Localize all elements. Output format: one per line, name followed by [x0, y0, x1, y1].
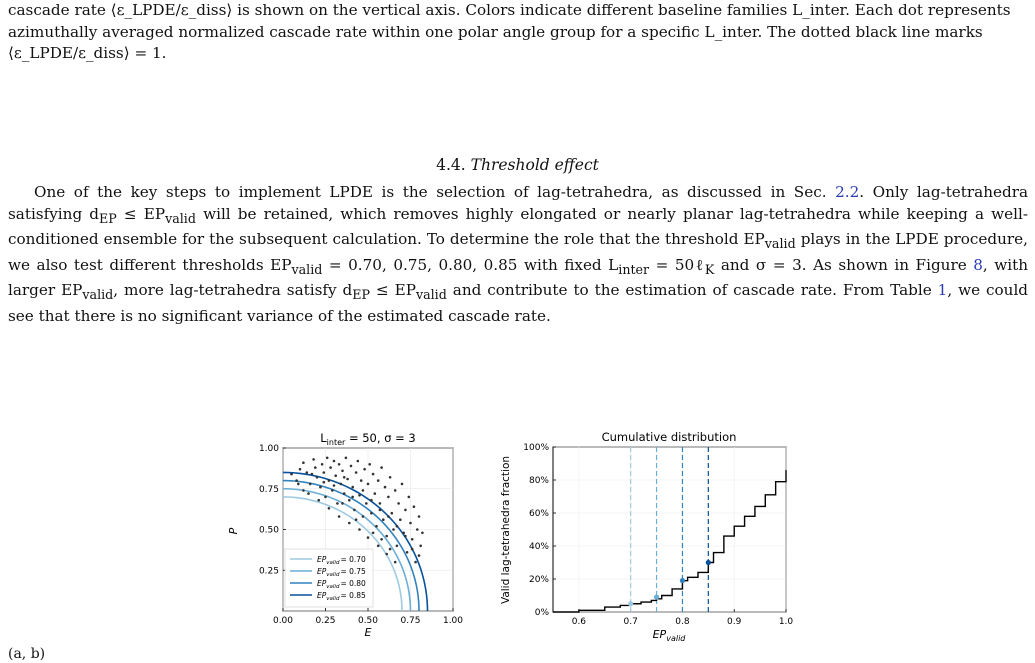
data-point [377, 545, 380, 548]
threshold-dot [654, 595, 659, 600]
sub-valid: valid [165, 210, 196, 226]
x-tick-label: 1.0 [778, 617, 794, 627]
legend-label: $EP_{valid}= 0.75$ [317, 567, 366, 578]
caption-line-3: ⟨ε_LPDE/ε_diss⟩ = 1. [8, 44, 167, 62]
data-point [385, 553, 388, 556]
data-point [355, 471, 358, 474]
data-point [394, 561, 397, 564]
sub-k: K [704, 261, 715, 277]
right-y-label: Valid lag-tetrahedra fraction [500, 455, 512, 605]
data-point [389, 476, 392, 479]
left-y-label: P [227, 527, 240, 535]
data-point [333, 484, 336, 487]
sub-valid: valid [291, 261, 323, 277]
y-tick-label: 0.50 [258, 525, 279, 536]
left-scatter-points [290, 457, 424, 564]
data-point [299, 468, 302, 471]
legend-label: $EP_{valid}= 0.70$ [317, 555, 366, 566]
section-ref-link[interactable]: 2.2 [835, 183, 860, 201]
text-run: = 0.70, 0.75, 0.80, 0.85 with fixed L [322, 255, 619, 274]
data-point [379, 502, 382, 505]
next-caption-fragment: (a, b) [8, 646, 46, 662]
data-point [331, 489, 334, 492]
x-tick-label: 0.6 [571, 617, 587, 627]
data-point [351, 486, 354, 489]
y-tick-label: 80% [528, 476, 549, 486]
text-run: = 50ℓ [649, 255, 705, 274]
data-point [377, 479, 380, 482]
data-point [324, 496, 327, 499]
data-point [380, 538, 383, 541]
data-point [311, 473, 314, 476]
y-tick-label: 40% [528, 542, 549, 552]
data-point [387, 496, 390, 499]
data-point [372, 532, 375, 535]
figure-ref-link[interactable]: 8 [973, 255, 983, 274]
right-grid [553, 447, 786, 612]
data-point [380, 466, 383, 469]
data-point [372, 473, 375, 476]
caption-line-1: cascade rate ⟨ε_LPDE/ε_diss⟩ is shown on the vertical axis. Colors indicate different baseline families L_inter. Each dot represents [8, 1, 1011, 19]
data-point [402, 532, 405, 535]
data-point [348, 499, 351, 502]
left-x-ticks [273, 616, 463, 626]
data-point [328, 507, 331, 510]
data-point [385, 535, 388, 538]
body-paragraph [8, 182, 1028, 327]
data-point [358, 494, 361, 497]
x-tick-label: 0.9 [727, 617, 742, 627]
data-point [370, 499, 373, 502]
table-ref-link[interactable]: 1 [937, 281, 948, 300]
text-run: , with larger EP [8, 255, 1028, 300]
y-tick-label: 0.25 [258, 566, 279, 577]
data-point [411, 538, 414, 541]
threshold-dot [680, 578, 685, 583]
data-point [302, 461, 305, 464]
data-point [419, 545, 422, 548]
cumulative-curve [553, 470, 786, 612]
x-tick-label: 0.00 [272, 616, 294, 626]
data-point [346, 478, 349, 481]
data-point [328, 479, 331, 482]
data-point [345, 457, 348, 460]
y-tick-label: 100% [523, 443, 549, 453]
x-tick-label: 0.8 [675, 617, 690, 627]
data-point [368, 463, 371, 466]
text-run: and contribute to the estimation of cascade rate. From Table [446, 281, 938, 300]
x-tick-label: 0.25 [315, 616, 336, 626]
right-threshold-lines [631, 447, 709, 612]
figure-caption-tail [8, 0, 1028, 65]
data-point [413, 505, 416, 508]
right-threshold-dots [628, 560, 711, 606]
left-y-ticks [259, 444, 279, 576]
data-point [416, 528, 419, 531]
data-point [338, 515, 341, 518]
right-plot-frame [553, 447, 786, 612]
data-point [404, 535, 407, 538]
data-point [306, 471, 309, 474]
data-point [375, 525, 378, 528]
data-point [326, 457, 329, 460]
data-point [343, 492, 346, 495]
data-point [418, 554, 421, 557]
y-tick-label: 1.00 [258, 444, 279, 454]
data-point [374, 492, 377, 495]
sub-ep: EP [99, 210, 117, 226]
section-title: Threshold effect [470, 156, 599, 174]
data-point [319, 486, 322, 489]
data-point [341, 470, 344, 473]
data-point [365, 502, 368, 505]
y-tick-label: 0% [534, 608, 549, 618]
section-heading [0, 156, 1035, 174]
data-point [406, 551, 409, 554]
cumulative-distribution-chart [495, 426, 800, 648]
x-tick-label: 0.7 [623, 617, 638, 627]
data-point [363, 468, 366, 471]
sub-valid: valid [82, 287, 114, 303]
data-point [367, 536, 370, 539]
x-tick-label: 0.75 [400, 616, 421, 626]
data-point [392, 528, 395, 531]
y-tick-label: 20% [528, 575, 549, 585]
data-point [338, 463, 341, 466]
y-tick-label: 60% [528, 509, 549, 519]
data-point [362, 515, 365, 518]
data-point [312, 458, 315, 461]
data-point [379, 509, 382, 512]
sub-valid: valid [764, 236, 796, 252]
data-point [321, 463, 324, 466]
right-chart-title: Cumulative distribution [601, 430, 737, 444]
text-run: One of the key steps to implement LPDE is the selection of lag-tetrahedra, as discussed in Sec. [34, 183, 827, 201]
section-number: 4.4. [436, 156, 466, 174]
text-run: ≤ EP [370, 281, 416, 300]
data-point [362, 489, 365, 492]
data-point [357, 460, 360, 463]
data-point [401, 483, 404, 486]
data-point [340, 483, 343, 486]
data-point [348, 522, 351, 525]
data-point [307, 492, 310, 495]
text-run: ≤ EP [116, 204, 166, 223]
data-point [387, 515, 390, 518]
data-point [411, 548, 414, 551]
data-point [389, 548, 392, 551]
threshold-dot [628, 601, 633, 606]
data-point [343, 476, 346, 479]
data-point [333, 460, 336, 463]
data-point [421, 532, 424, 535]
data-point [329, 466, 332, 469]
right-x-ticks [572, 617, 794, 627]
data-point [353, 509, 356, 512]
text-run: will be retained, which removes highly elongated or nearly planar lag-tetrahedra while keeping a well-conditioned ensemble for the subsequent calculation. To determine the role that the threshold EP [8, 204, 1029, 249]
data-point [358, 528, 361, 531]
data-point [341, 502, 344, 505]
sub-ep: EP [352, 287, 371, 303]
left-x-label: E [364, 626, 372, 639]
data-point [414, 561, 417, 564]
sub-inter: inter [618, 261, 650, 277]
data-point [396, 545, 399, 548]
legend-label: $EP_{valid}= 0.80$ [317, 579, 366, 590]
data-point [323, 471, 326, 474]
data-point [391, 512, 394, 515]
data-point [409, 522, 412, 525]
data-point [334, 474, 337, 477]
data-point [302, 489, 305, 492]
data-point [290, 473, 293, 476]
right-x-label: $EP_{valid}$ [652, 628, 686, 643]
data-point [399, 518, 402, 521]
data-point [360, 479, 363, 482]
caption-line-2: azimuthally averaged normalized cascade rate within one polar angle group for a specific L_inter. The dotted black line marks [8, 22, 983, 41]
threshold-dot [706, 560, 711, 565]
data-point [314, 466, 317, 469]
x-tick-label: 1.00 [442, 616, 464, 626]
data-point [370, 512, 373, 515]
data-point [382, 518, 385, 521]
x-tick-label: 0.50 [357, 616, 379, 626]
left-legend [285, 549, 373, 607]
data-point [297, 483, 300, 486]
right-y-ticks [523, 443, 549, 618]
data-point [384, 486, 387, 489]
data-point [404, 509, 407, 512]
data-point [351, 496, 354, 499]
legend-label: $EP_{valid}= 0.85$ [317, 591, 366, 602]
text-run: . Only lag-tetrahedra satisfying d [8, 183, 1029, 223]
data-point [317, 499, 320, 502]
sub-valid: valid [415, 287, 447, 303]
data-point [295, 479, 298, 482]
data-point [323, 481, 326, 484]
data-point [396, 525, 399, 528]
data-point [309, 483, 312, 486]
text-run: and σ = 3. As shown in Figure [714, 255, 974, 274]
data-point [418, 515, 421, 518]
left-chart-title: $L_{inter} = 50$, σ = 3 [320, 431, 416, 447]
data-point [336, 502, 339, 505]
data-point [394, 489, 397, 492]
data-point [408, 496, 411, 499]
y-tick-label: 0.75 [258, 484, 279, 495]
data-point [350, 465, 353, 468]
ep-scatter-chart [226, 426, 466, 641]
data-point [397, 502, 400, 505]
data-point [316, 476, 319, 479]
data-point [367, 483, 370, 486]
text-run: , we could see that there is no significant variance of the estimated cascade rate. [8, 281, 1029, 325]
text-run: , more lag-tetrahedra satisfy d [113, 281, 353, 300]
data-point [355, 518, 358, 521]
text-run: plays in the LPDE procedure, we also test different thresholds EP [8, 230, 1028, 274]
